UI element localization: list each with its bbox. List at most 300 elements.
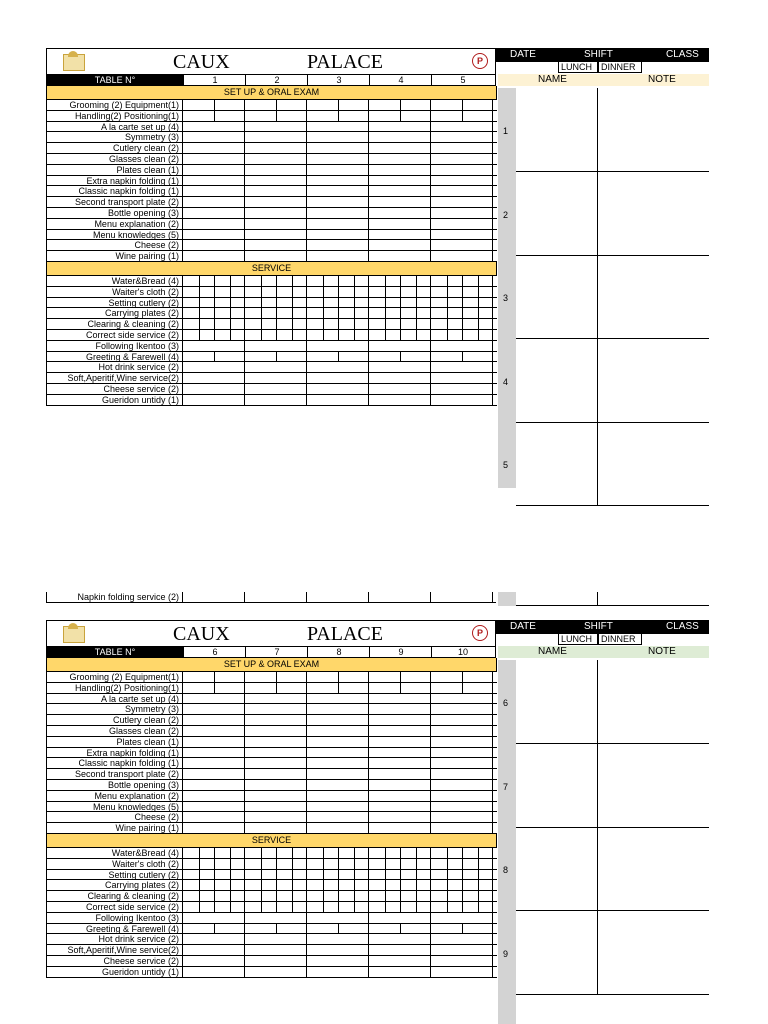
score-subdivider — [214, 924, 215, 934]
score-cell[interactable] — [307, 823, 369, 833]
section-service: SERVICE — [47, 834, 497, 848]
score-subdivider — [416, 298, 417, 308]
name-rule — [516, 605, 709, 606]
score-cell[interactable] — [369, 758, 431, 768]
score-subdivider — [462, 298, 463, 308]
score-cell[interactable] — [431, 704, 493, 714]
score-subdivider — [230, 330, 231, 340]
criterion-label: Glasses clean (2) — [47, 154, 183, 164]
score-cell[interactable] — [183, 956, 245, 966]
lunch-label[interactable]: LUNCH — [558, 634, 598, 645]
score-sheet-1 — [46, 48, 709, 488]
criterion-row — [47, 287, 497, 298]
score-cell[interactable] — [307, 802, 369, 812]
palace-crest-icon: P — [472, 53, 488, 69]
score-cell[interactable] — [307, 715, 369, 725]
score-cell[interactable] — [431, 362, 493, 372]
criterion-row — [47, 240, 497, 251]
criterion-label: Cutlery clean (2) — [47, 715, 183, 725]
criterion-row — [47, 111, 497, 122]
criterion-label: Clearing & cleaning (2) — [47, 891, 183, 901]
student-number: 8 — [503, 865, 509, 875]
score-cell[interactable] — [307, 694, 369, 704]
score-cell[interactable] — [369, 230, 431, 240]
score-cell[interactable] — [369, 780, 431, 790]
score-cell[interactable] — [183, 967, 245, 977]
score-cell[interactable] — [431, 769, 493, 779]
criterion-row — [47, 848, 497, 859]
criterion-label: Gueridon untidy (1) — [47, 395, 183, 405]
score-cell[interactable] — [245, 802, 307, 812]
score-cell[interactable] — [307, 362, 369, 372]
score-cell[interactable] — [183, 934, 245, 944]
score-cell[interactable] — [245, 154, 307, 164]
score-cell[interactable] — [245, 251, 307, 261]
score-cell[interactable] — [369, 913, 431, 923]
score-cell[interactable] — [369, 715, 431, 725]
score-cell[interactable] — [307, 704, 369, 714]
score-subdivider — [338, 902, 339, 912]
score-cell[interactable] — [245, 967, 307, 977]
score-subdivider — [385, 891, 386, 901]
score-subdivider — [354, 298, 355, 308]
score-cell[interactable] — [431, 373, 493, 383]
student-name-block[interactable] — [503, 172, 709, 256]
score-cell[interactable] — [245, 913, 307, 923]
score-cell[interactable] — [183, 154, 245, 164]
score-cell[interactable] — [369, 823, 431, 833]
score-cell[interactable] — [183, 823, 245, 833]
score-cell[interactable] — [245, 122, 307, 132]
score-cell[interactable] — [307, 956, 369, 966]
score-cell[interactable] — [183, 384, 245, 394]
score-subdivider — [214, 891, 215, 901]
date-shift-class — [496, 620, 709, 646]
score-cell[interactable] — [369, 373, 431, 383]
score-cell[interactable] — [369, 967, 431, 977]
score-subdivider — [261, 319, 262, 329]
score-cell[interactable] — [431, 384, 493, 394]
note-divider — [597, 88, 598, 171]
table-number-bar — [46, 646, 496, 658]
score-cell[interactable] — [245, 208, 307, 218]
score-cell[interactable] — [369, 737, 431, 747]
score-cell[interactable] — [431, 726, 493, 736]
student-number: 6 — [503, 698, 509, 708]
score-cell[interactable] — [369, 143, 431, 153]
score-cell[interactable] — [307, 726, 369, 736]
score-subdivider — [478, 308, 479, 318]
score-cell[interactable] — [183, 592, 245, 602]
criterion-row — [47, 186, 497, 197]
score-cell[interactable] — [245, 758, 307, 768]
score-cell[interactable] — [431, 694, 493, 704]
shift-label: SHIFT — [584, 49, 613, 60]
brand-right: PALACE — [307, 623, 383, 645]
score-cell[interactable] — [307, 812, 369, 822]
score-cell[interactable] — [245, 230, 307, 240]
score-cell[interactable] — [307, 384, 369, 394]
score-cell[interactable] — [369, 791, 431, 801]
criterion-row — [47, 823, 497, 834]
score-cell[interactable] — [431, 934, 493, 944]
score-cell[interactable] — [307, 165, 369, 175]
date-shift-class — [496, 48, 709, 74]
score-subdivider — [214, 870, 215, 880]
score-cell[interactable] — [431, 143, 493, 153]
score-cell[interactable] — [307, 913, 369, 923]
score-cell[interactable] — [183, 913, 245, 923]
criterion-row — [47, 154, 497, 165]
note-divider — [597, 422, 598, 505]
lunch-label[interactable]: LUNCH — [558, 62, 598, 73]
student-name-block[interactable] — [503, 744, 709, 828]
score-cell[interactable] — [431, 186, 493, 196]
score-cell[interactable] — [245, 715, 307, 725]
score-cell[interactable] — [183, 219, 245, 229]
score-cell[interactable] — [183, 780, 245, 790]
section-setup: SET UP & ORAL EXAM — [47, 658, 497, 672]
score-cell[interactable] — [183, 812, 245, 822]
score-cell[interactable] — [183, 704, 245, 714]
score-cell[interactable] — [245, 395, 307, 405]
score-subdivider — [230, 319, 231, 329]
score-cell[interactable] — [307, 769, 369, 779]
score-cell[interactable] — [245, 737, 307, 747]
score-subdivider — [447, 902, 448, 912]
score-cell[interactable] — [431, 758, 493, 768]
score-subdivider — [447, 308, 448, 318]
criterion-row — [47, 694, 497, 705]
criterion-row — [47, 758, 497, 769]
score-cell[interactable] — [369, 704, 431, 714]
score-cell[interactable] — [183, 208, 245, 218]
score-subdivider — [292, 870, 293, 880]
score-cell[interactable] — [369, 122, 431, 132]
criterion-label: Extra napkin folding (1) — [47, 748, 183, 758]
score-cell[interactable] — [307, 219, 369, 229]
score-cell[interactable] — [431, 251, 493, 261]
table-number: 4 — [369, 75, 432, 85]
score-cell[interactable] — [183, 132, 245, 142]
score-subdivider — [385, 880, 386, 890]
score-cell[interactable] — [245, 373, 307, 383]
score-cell[interactable] — [307, 592, 369, 602]
score-subdivider — [462, 276, 463, 286]
score-subdivider — [276, 352, 277, 362]
score-cell[interactable] — [431, 791, 493, 801]
score-cell[interactable] — [431, 812, 493, 822]
score-subdivider — [400, 276, 401, 286]
score-cell[interactable] — [369, 197, 431, 207]
student-name-block[interactable] — [503, 255, 709, 339]
score-cell[interactable] — [369, 945, 431, 955]
score-cell[interactable] — [431, 122, 493, 132]
score-subdivider — [230, 902, 231, 912]
score-cell[interactable] — [369, 341, 431, 351]
score-cell[interactable] — [183, 758, 245, 768]
score-cell[interactable] — [183, 791, 245, 801]
score-subdivider — [462, 870, 463, 880]
score-cell[interactable] — [245, 934, 307, 944]
score-cell[interactable] — [245, 694, 307, 704]
score-cell[interactable] — [369, 934, 431, 944]
score-cell[interactable] — [369, 384, 431, 394]
score-cell[interactable] — [431, 913, 493, 923]
score-subdivider — [400, 330, 401, 340]
student-name-block[interactable] — [503, 422, 709, 506]
score-cell[interactable] — [307, 186, 369, 196]
score-subdivider — [199, 870, 200, 880]
score-subdivider — [199, 308, 200, 318]
score-cell[interactable] — [183, 748, 245, 758]
score-cell[interactable] — [183, 715, 245, 725]
score-subdivider — [338, 330, 339, 340]
criterion-row — [47, 165, 497, 176]
note-divider — [597, 911, 598, 994]
score-cell[interactable] — [245, 384, 307, 394]
score-cell[interactable] — [307, 780, 369, 790]
score-cell[interactable] — [369, 208, 431, 218]
score-cell[interactable] — [369, 132, 431, 142]
criteria-grid — [46, 658, 497, 978]
score-cell[interactable] — [369, 154, 431, 164]
score-subdivider — [354, 902, 355, 912]
score-cell[interactable] — [183, 341, 245, 351]
score-cell[interactable] — [431, 165, 493, 175]
score-cell[interactable] — [307, 240, 369, 250]
score-cell[interactable] — [245, 197, 307, 207]
score-cell[interactable] — [307, 176, 369, 186]
score-cell[interactable] — [431, 341, 493, 351]
score-cell[interactable] — [369, 165, 431, 175]
student-name-block[interactable] — [503, 339, 709, 423]
score-cell[interactable] — [369, 748, 431, 758]
score-cell[interactable] — [183, 737, 245, 747]
score-subdivider — [447, 330, 448, 340]
score-cell[interactable] — [369, 802, 431, 812]
criterion-row — [47, 791, 497, 802]
score-subdivider — [230, 308, 231, 318]
score-subdivider — [447, 859, 448, 869]
score-subdivider — [416, 880, 417, 890]
student-name-block[interactable] — [503, 827, 709, 911]
score-cell[interactable] — [307, 143, 369, 153]
score-subdivider — [323, 870, 324, 880]
note-divider — [597, 255, 598, 338]
score-cell[interactable] — [431, 956, 493, 966]
criterion-label: Classic napkin folding (1) — [47, 758, 183, 768]
criterion-label: Wine pairing (1) — [47, 251, 183, 261]
score-cell[interactable] — [431, 945, 493, 955]
score-cell[interactable] — [307, 373, 369, 383]
score-cell[interactable] — [431, 230, 493, 240]
score-cell[interactable] — [245, 769, 307, 779]
score-cell[interactable] — [431, 737, 493, 747]
score-cell[interactable] — [183, 802, 245, 812]
score-cell[interactable] — [369, 240, 431, 250]
score-cell[interactable] — [369, 726, 431, 736]
score-cell[interactable] — [245, 362, 307, 372]
score-cell[interactable] — [369, 362, 431, 372]
score-cell[interactable] — [431, 132, 493, 142]
score-cell[interactable] — [431, 715, 493, 725]
note-label: NOTE — [648, 74, 676, 85]
score-cell[interactable] — [183, 186, 245, 196]
table-number: 2 — [245, 75, 308, 85]
score-cell[interactable] — [245, 341, 307, 351]
score-cell[interactable] — [431, 176, 493, 186]
score-cell[interactable] — [245, 176, 307, 186]
criterion-row — [47, 298, 497, 309]
score-cell[interactable] — [431, 802, 493, 812]
score-cell[interactable] — [307, 230, 369, 240]
score-cell[interactable] — [307, 251, 369, 261]
score-cell[interactable] — [369, 956, 431, 966]
score-cell[interactable] — [183, 176, 245, 186]
score-cell[interactable] — [183, 240, 245, 250]
score-subdivider — [214, 330, 215, 340]
criterion-row — [47, 737, 497, 748]
score-cell[interactable] — [307, 132, 369, 142]
score-subdivider — [416, 287, 417, 297]
score-cell[interactable] — [307, 395, 369, 405]
score-cell[interactable] — [431, 219, 493, 229]
score-cell[interactable] — [431, 240, 493, 250]
score-subdivider — [354, 870, 355, 880]
score-subdivider — [354, 330, 355, 340]
score-cell[interactable] — [245, 165, 307, 175]
score-cell[interactable] — [183, 726, 245, 736]
score-cell[interactable] — [307, 737, 369, 747]
criterion-label: Napkin folding service (2) — [47, 592, 183, 602]
criterion-row — [47, 715, 497, 726]
score-cell[interactable] — [245, 945, 307, 955]
score-cell[interactable] — [369, 812, 431, 822]
criterion-row — [47, 219, 497, 230]
score-cell[interactable] — [307, 967, 369, 977]
score-cell[interactable] — [307, 208, 369, 218]
score-subdivider — [276, 891, 277, 901]
score-cell[interactable] — [245, 956, 307, 966]
score-cell[interactable] — [245, 592, 307, 602]
score-subdivider — [400, 683, 401, 693]
score-subdivider — [338, 672, 339, 682]
score-cell[interactable] — [307, 758, 369, 768]
score-cell[interactable] — [245, 823, 307, 833]
score-cell[interactable] — [431, 823, 493, 833]
criterion-row — [47, 859, 497, 870]
score-cell[interactable] — [183, 230, 245, 240]
score-subdivider — [199, 902, 200, 912]
score-cell[interactable] — [369, 769, 431, 779]
score-cell[interactable] — [431, 395, 493, 405]
criterion-row — [47, 891, 497, 902]
score-cell[interactable] — [431, 208, 493, 218]
score-cell[interactable] — [183, 769, 245, 779]
student-name-block[interactable] — [503, 911, 709, 995]
score-cell[interactable] — [245, 132, 307, 142]
score-cell[interactable] — [183, 143, 245, 153]
table-label: TABLE N° — [47, 75, 183, 85]
score-cell[interactable] — [183, 373, 245, 383]
score-cell[interactable] — [245, 726, 307, 736]
score-cell[interactable] — [245, 186, 307, 196]
score-subdivider — [276, 848, 277, 858]
score-cell[interactable] — [245, 812, 307, 822]
score-cell[interactable] — [183, 165, 245, 175]
score-cell[interactable] — [183, 122, 245, 132]
score-cell[interactable] — [369, 186, 431, 196]
score-cell[interactable] — [307, 197, 369, 207]
score-cell[interactable] — [431, 154, 493, 164]
score-cell[interactable] — [431, 748, 493, 758]
score-cell[interactable] — [369, 219, 431, 229]
score-cell[interactable] — [245, 704, 307, 714]
score-subdivider — [385, 848, 386, 858]
score-cell[interactable] — [183, 251, 245, 261]
score-cell[interactable] — [245, 240, 307, 250]
score-cell[interactable] — [245, 748, 307, 758]
criterion-row — [47, 352, 497, 363]
score-subdivider — [462, 319, 463, 329]
score-cell[interactable] — [369, 694, 431, 704]
score-cell[interactable] — [183, 694, 245, 704]
score-subdivider — [199, 859, 200, 869]
student-name-block[interactable] — [503, 88, 709, 172]
score-subdivider — [292, 298, 293, 308]
score-cell[interactable] — [183, 945, 245, 955]
score-cell[interactable] — [245, 143, 307, 153]
score-cell[interactable] — [307, 934, 369, 944]
score-cell[interactable] — [431, 967, 493, 977]
score-cell[interactable] — [431, 592, 493, 602]
score-cell[interactable] — [307, 791, 369, 801]
score-cell[interactable] — [183, 395, 245, 405]
student-number-column — [498, 660, 516, 1024]
dinner-label[interactable]: DINNER — [598, 62, 642, 73]
score-cell[interactable] — [307, 122, 369, 132]
score-cell[interactable] — [369, 592, 431, 602]
score-cell[interactable] — [245, 219, 307, 229]
dinner-label[interactable]: DINNER — [598, 634, 642, 645]
score-subdivider — [338, 859, 339, 869]
score-subdivider — [447, 298, 448, 308]
score-cell[interactable] — [307, 945, 369, 955]
score-cell[interactable] — [307, 154, 369, 164]
student-number: 9 — [503, 948, 509, 959]
criterion-label: Menu explanation (2) — [47, 791, 183, 801]
score-cell[interactable] — [369, 395, 431, 405]
student-name-block[interactable] — [503, 660, 709, 744]
score-subdivider — [338, 287, 339, 297]
criterion-label: Gueridon untidy (1) — [47, 967, 183, 977]
score-cell[interactable] — [245, 791, 307, 801]
score-cell[interactable] — [431, 197, 493, 207]
score-cell[interactable] — [183, 362, 245, 372]
score-subdivider — [385, 859, 386, 869]
score-cell[interactable] — [369, 251, 431, 261]
score-cell[interactable] — [431, 780, 493, 790]
score-subdivider — [478, 276, 479, 286]
criterion-label: Menu knowledges (5) — [47, 230, 183, 240]
score-cell[interactable] — [183, 197, 245, 207]
score-cell[interactable] — [307, 748, 369, 758]
score-cell[interactable] — [307, 341, 369, 351]
score-subdivider — [416, 891, 417, 901]
score-cell[interactable] — [245, 780, 307, 790]
score-cell[interactable] — [369, 176, 431, 186]
